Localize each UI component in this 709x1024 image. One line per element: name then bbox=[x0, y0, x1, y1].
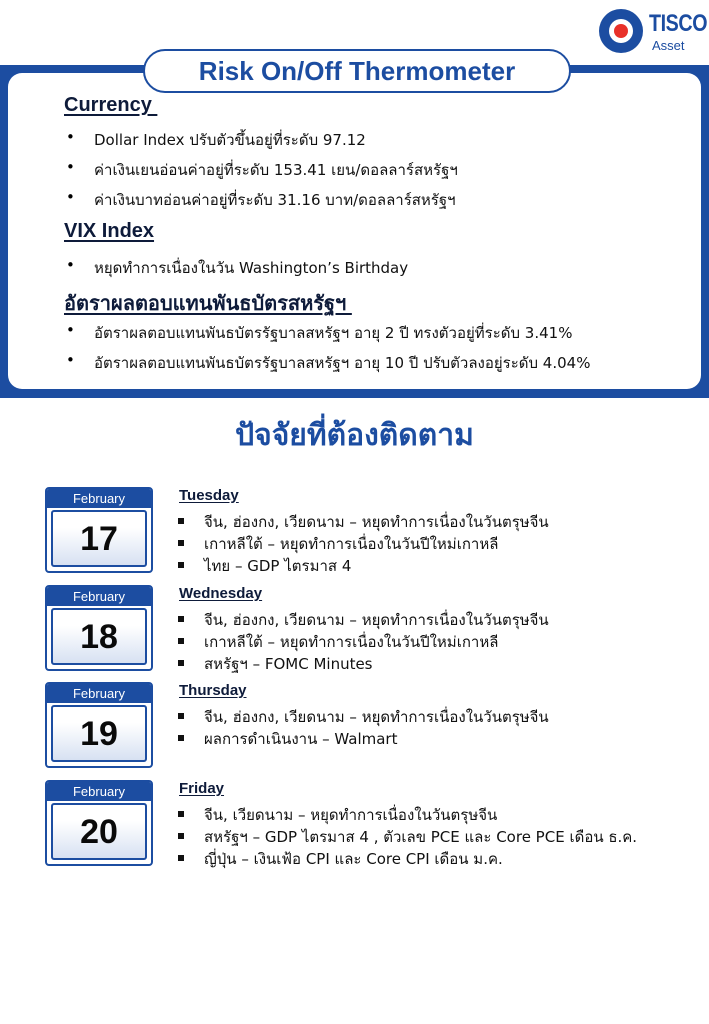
title-pill bbox=[143, 49, 571, 93]
logo-dot-icon bbox=[614, 24, 628, 38]
event-item: เกาหลีใต้ – หยุดทำการเนื่องในวันปีใหม่เกาหลี bbox=[204, 633, 499, 651]
square-bullet-icon bbox=[178, 713, 184, 719]
square-bullet-icon bbox=[178, 660, 184, 666]
calendar-icon bbox=[45, 487, 153, 573]
calendar-icon bbox=[45, 780, 153, 866]
logo-wordmark: TISCO bbox=[649, 10, 708, 37]
calendar-month: February bbox=[47, 489, 151, 508]
event-item: ไทย – GDP ไตรมาส 4 bbox=[204, 557, 352, 575]
currency-item: ค่าเงินบาทอ่อนค่าอยู่ที่ระดับ 31.16 บาท/ดอลลาร์สหรัฐฯ bbox=[94, 191, 456, 209]
calendar-month: February bbox=[47, 587, 151, 606]
event-item: สหรัฐฯ – GDP ไตรมาส 4 , ตัวเลข PCE และ Core PCE เดือน ธ.ค. bbox=[204, 828, 638, 846]
square-bullet-icon bbox=[178, 562, 184, 568]
calendar-date: 17 bbox=[51, 510, 147, 567]
event-item: ผลการดำเนินงาน – Walmart bbox=[204, 730, 398, 748]
event-item: จีน, เวียดนาม – หยุดทำการเนื่องในวันตรุษจีน bbox=[204, 806, 498, 824]
currency-item: Dollar Index ปรับตัวขึ้นอยู่ที่ระดับ 97.12 bbox=[94, 131, 366, 149]
square-bullet-icon bbox=[178, 518, 184, 524]
weekday-label: Wednesday bbox=[179, 585, 263, 602]
section-heading-bond-yields: อัตราผลตอบแทนพันธบัตรสหรัฐฯ bbox=[64, 293, 352, 315]
bond-item: อัตราผลตอบแทนพันธบัตรรัฐบาลสหรัฐฯ อายุ 10 ปี ปรับตัวลงอยู่ระดับ 4.04% bbox=[94, 354, 591, 372]
event-item: จีน, ฮ่องกง, เวียดนาม – หยุดทำการเนื่องในวันตรุษจีน bbox=[204, 513, 549, 531]
calendar-month: February bbox=[47, 684, 151, 703]
bullet-icon: • bbox=[66, 128, 75, 146]
square-bullet-icon bbox=[178, 540, 184, 546]
weekday-label: Tuesday bbox=[179, 487, 239, 504]
bullet-icon: • bbox=[66, 256, 75, 274]
weekday-label: Friday bbox=[179, 780, 225, 797]
vix-item: หยุดทำการเนื่องในวัน Washington’s Birthday bbox=[94, 259, 409, 277]
bullet-icon: • bbox=[66, 321, 75, 339]
bullet-icon: • bbox=[66, 351, 75, 369]
weekday-label: Thursday bbox=[179, 682, 247, 699]
event-item: ญี่ปุ่น – เงินเฟ้อ CPI และ Core CPI เดือน ม.ค. bbox=[204, 850, 503, 868]
calendar-date: 18 bbox=[51, 608, 147, 665]
page-title: Risk On/Off Thermometer bbox=[198, 56, 516, 86]
event-item: เกาหลีใต้ – หยุดทำการเนื่องในวันปีใหม่เกาหลี bbox=[204, 535, 499, 553]
calendar-date: 19 bbox=[51, 705, 147, 762]
logo-subtitle: Asset bbox=[652, 38, 685, 53]
bullet-icon: • bbox=[66, 188, 75, 206]
bond-item: อัตราผลตอบแทนพันธบัตรรัฐบาลสหรัฐฯ อายุ 2 ปี ทรงตัวอยู่ที่ระดับ 3.41% bbox=[94, 324, 573, 342]
watch-title: ปัจจัยที่ต้องติดตาม bbox=[235, 418, 474, 453]
calendar-icon bbox=[45, 682, 153, 768]
calendar-date: 20 bbox=[51, 803, 147, 860]
section-heading-vix: VIX Index bbox=[64, 220, 155, 242]
square-bullet-icon bbox=[178, 811, 184, 817]
tisco-logo bbox=[599, 9, 707, 59]
calendar-icon bbox=[45, 585, 153, 671]
square-bullet-icon bbox=[178, 616, 184, 622]
section-heading-currency: Currency bbox=[64, 94, 158, 116]
square-bullet-icon bbox=[178, 735, 184, 741]
event-item: จีน, ฮ่องกง, เวียดนาม – หยุดทำการเนื่องในวันตรุษจีน bbox=[204, 611, 549, 629]
square-bullet-icon bbox=[178, 855, 184, 861]
square-bullet-icon bbox=[178, 833, 184, 839]
square-bullet-icon bbox=[178, 638, 184, 644]
currency-item: ค่าเงินเยนอ่อนค่าอยู่ที่ระดับ 153.41 เยน/ดอลลาร์สหรัฐฯ bbox=[94, 161, 458, 179]
calendar-month: February bbox=[47, 782, 151, 801]
event-item: สหรัฐฯ – FOMC Minutes bbox=[204, 655, 373, 673]
bullet-icon: • bbox=[66, 158, 75, 176]
event-item: จีน, ฮ่องกง, เวียดนาม – หยุดทำการเนื่องในวันตรุษจีน bbox=[204, 708, 549, 726]
